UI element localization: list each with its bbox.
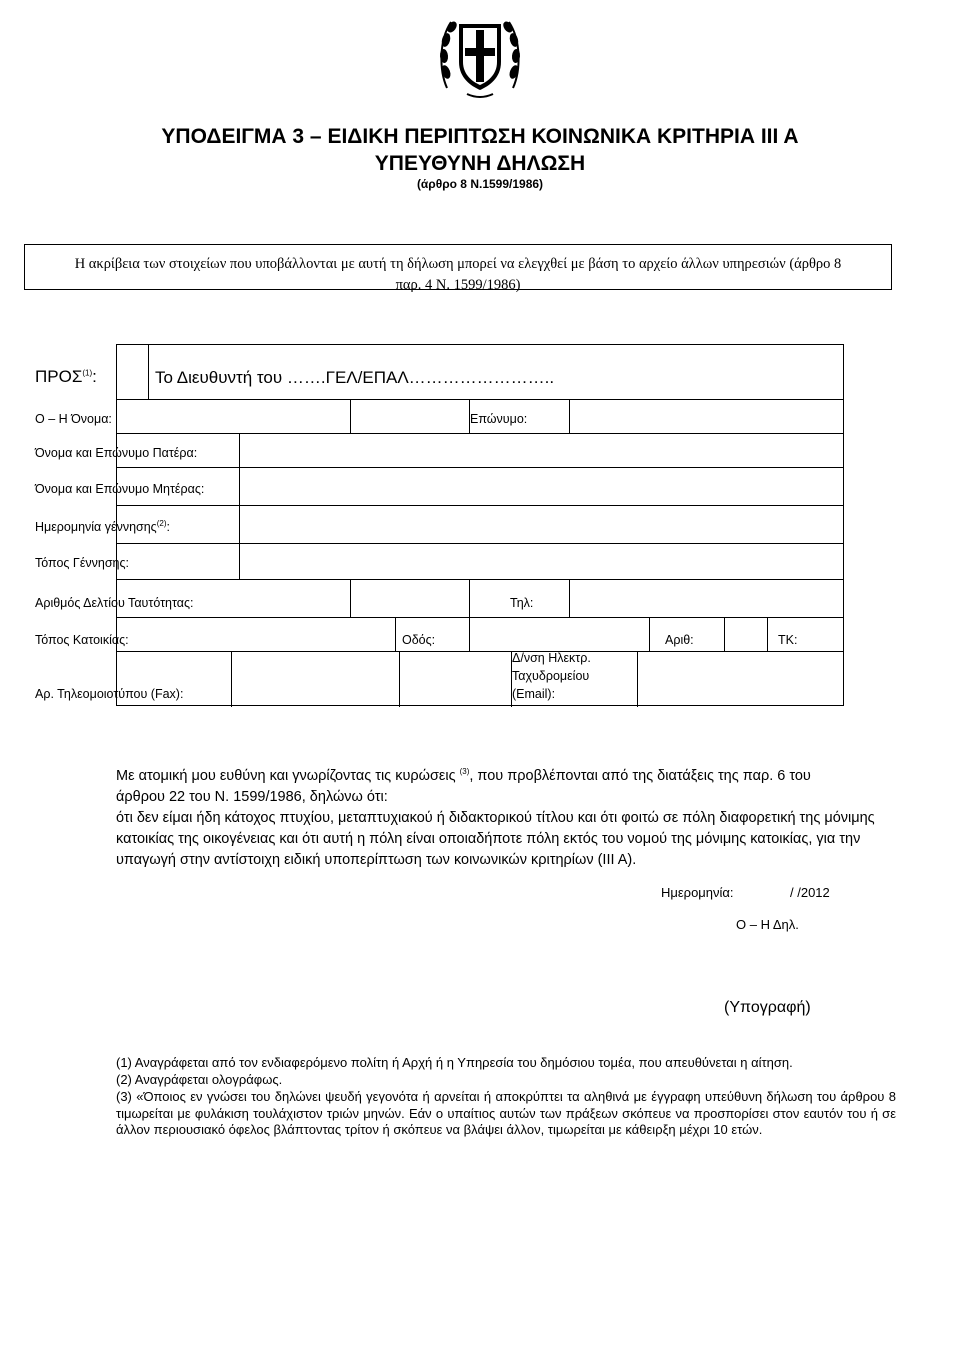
pros-value: Το Διευθυντή του …….ΓΕΛ/ΕΠΑΛ…………………….. [155, 368, 555, 387]
residence-label: Τόπος Κατοικίας: [35, 633, 129, 647]
fax-label: Αρ. Τηλεομοιοτύπου (Fax): [35, 687, 184, 701]
declaration-form [116, 344, 844, 706]
email-label-line-1: Δ/νση Ηλεκτρ. [512, 651, 591, 665]
email-label-line-3: (Email): [512, 687, 556, 701]
date-value: / /2012 [790, 885, 830, 900]
street-label: Οδός: [402, 633, 436, 647]
footnote-2: (2) Αναγράφεται ολογράφως. [116, 1072, 283, 1087]
pros-label: ΠΡΟΣ$^{(1)}$: [35, 367, 97, 386]
phone-label: Τηλ: [510, 596, 534, 610]
notice-line-2: παρ. 4 Ν. 1599/1986) [395, 277, 521, 293]
accuracy-notice [24, 244, 892, 293]
number-label: Αριθ: [665, 633, 694, 647]
document-subtitle: ΥΠΕΥΘΥΝΗ ΔΗΛΩΣΗ [374, 152, 586, 175]
signature-label: (Υπογραφή) [724, 999, 811, 1016]
footnote-3: (3) «Όποιος εν γνώσει του δηλώνει ψευδή γεγονότα ή αρνείται ή αποκρύπτει τα αληθινά με έγγραφη υπεύθυνη δήλωση του άρθρου 8 τιμωρείται με φυλάκιση τουλάχιστον τριών μηνών. Εάν ο υπαίτιος αυτών των πράξεων σκόπευε να προσπορίσει στον εαυτόν του ή σε άλλον περιουσιακό όφελος βλάπτοντας τρίτον ή σκόπευε να βλάψει άλλον, τιμωρείται με κάθειρξη μέχρι 10 ετών. [116, 1089, 896, 1137]
declaration-intro-line-2: άρθρου 22 του Ν. 1599/1986, δηλώνω ότι: [116, 789, 388, 805]
hellenic-emblem [437, 10, 523, 100]
declaration-body: ότι δεν είμαι ήδη κάτοχος πτυχίου, μεταπτυχιακού ή διδακτορικού τίτλου και ότι φοιτώ σε πόλη διαφορετική της μόνιμης κατοικίας της οικογένειας και ότι αυτή η πόλη είναι οποιαδήποτε πόλη εκτός του νομού της μόνιμης κατοικίας, για την υπαγωγή στην αντίστοιχη ειδική υποπερίπτωση των κοινωνικών κριτηρίων (ΙΙΙ Α). [116, 810, 875, 868]
id-card-label: Αριθμός Δελτίου Ταυτότητας: [35, 596, 194, 610]
father-name-label: Όνομα και Επώνυμο Πατέρα: [35, 446, 198, 460]
document-title: ΥΠΟΔΕΙΓΜΑ 3 – ΕΙΔΙΚΗ ΠΕΡΙΠΤΩΣΗ ΚΟΙΝΩΝΙΚΑ ΚΡΙΤΗΡΙΑ ΙΙΙ Α [161, 125, 799, 148]
declaration-intro: Με ατομική μου ευθύνη και γνωρίζοντας τις κυρώσεις $^{(3)}$, που προβλέπονται από της διατάξεις της παρ. 6 του [116, 767, 811, 784]
postcode-label: ΤΚ: [778, 633, 798, 647]
declarant-label: Ο – Η Δηλ. [736, 917, 799, 932]
name-label: Ο – Η Όνομα: [35, 412, 112, 426]
date-label: Ημερομηνία: [661, 885, 734, 900]
notice-line-1: Η ακρίβεια των στοιχείων που υποβάλλονται με αυτή τη δήλωση μπορεί να ελεγχθεί με βάση το αρχείο άλλων υπηρεσιών (άρθρο 8 [74, 256, 842, 272]
footnote-1: (1) Αναγράφεται από τον ενδιαφερόμενο πολίτη ή Αρχή ή η Υπηρεσία του δημόσιου τομέα, που απευθύνεται η αίτηση. [116, 1055, 793, 1070]
place-of-birth-label: Τόπος Γέννησης: [35, 556, 130, 570]
surname-label: Επώνυμο: [470, 412, 528, 426]
mother-name-label: Όνομα και Επώνυμο Μητέρας: [35, 482, 205, 496]
date-of-birth-label: Ημερομηνία γέννησης$^{(2)}$: [35, 518, 170, 534]
law-reference: (άρθρο 8 Ν.1599/1986) [416, 177, 544, 191]
email-label-line-2: Ταχυδρομείου [512, 669, 590, 683]
